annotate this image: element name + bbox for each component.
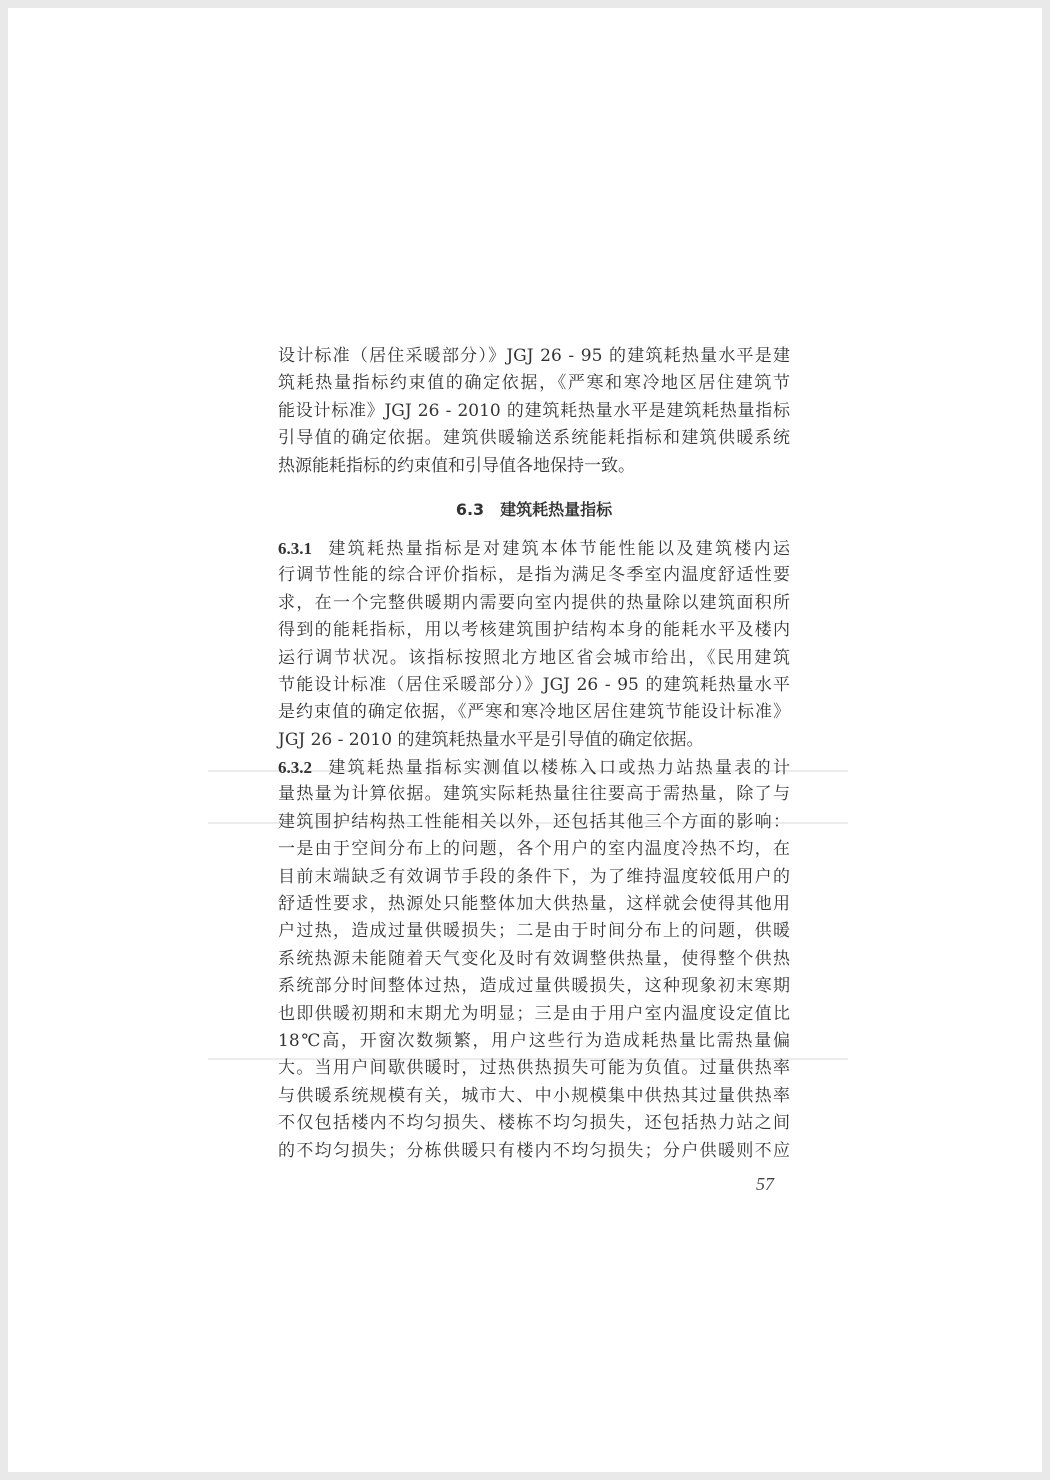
text-line: 大。当用户间歇供暖时，过热供热损失可能为负值。过量供热率 xyxy=(278,1058,790,1079)
text-line: 求，在一个完整供暖期内需要向室内提供的热量除以建筑面积所 xyxy=(278,592,790,613)
clause-number: 6.3.1 xyxy=(278,538,312,558)
intro-paragraph xyxy=(278,343,790,480)
text-line: 筑耗热量指标约束值的确定依据，《严寒和寒冷地区居住建筑节 xyxy=(278,373,790,394)
text-line: 量热量为计算依据。建筑实际耗热量往往要高于需热量，除了与 xyxy=(278,784,790,805)
text-line: 建筑耗热量指标是对建筑本体节能性能以及建筑楼内运 xyxy=(326,538,790,559)
text-line: 能设计标准》JGJ 26 - 2010 的建筑耗热量水平是建筑耗热量指标 xyxy=(278,400,790,421)
text-line: 建筑围护结构热工性能相关以外，还包括其他三个方面的影响： xyxy=(278,811,790,832)
section-heading: 6.3 建筑耗热量指标 xyxy=(455,499,613,519)
text-line: 不仅包括楼内不均匀损失、楼栋不均匀损失，还包括热力站之间 xyxy=(278,1113,790,1134)
text-line: 得到的能耗指标，用以考核建筑围护结构本身的能耗水平及楼内 xyxy=(278,620,790,641)
text-line: 设计标准（居住采暖部分）》JGJ 26 - 95 的建筑耗热量水平是建 xyxy=(278,346,790,366)
text-line: JGJ 26 - 2010 的建筑耗热量水平是引导值的确定依据。 xyxy=(278,729,704,750)
text-line: 18℃高，开窗次数频繁，用户这些行为造成耗热量比需热量偏 xyxy=(278,1030,790,1051)
clause-number: 6.3.2 xyxy=(278,758,312,778)
text-line: 与供暖系统规模有关，城市大、中小规模集中供热其过量供热率 xyxy=(278,1085,790,1106)
text-line: 系统部分时间整体过热，造成过量供暖损失，这种现象初末寒期 xyxy=(278,976,790,997)
text-line: 热源能耗指标的约束值和引导值各地保持一致。 xyxy=(278,455,635,476)
clause-6-3-1 xyxy=(278,535,790,754)
text-line: 行调节性能的综合评价指标，是指为满足冬季室内温度舒适性要 xyxy=(278,565,790,586)
text-line: 运行调节状况。该指标按照北方地区省会城市给出，《民用建筑 xyxy=(278,647,790,668)
text-line: 是约束值的确定依据，《严寒和寒冷地区居住建筑节能设计标准》 xyxy=(278,702,790,723)
text-line: 目前末端缺乏有效调节手段的条件下，为了维持温度较低用户的 xyxy=(278,866,790,887)
text-line: 户过热，造成过量供暖损失；二是由于时间分布上的问题，供暖 xyxy=(278,921,790,942)
text-line: 一是由于空间分布上的问题，各个用户的室内温度冷热不均，在 xyxy=(278,839,790,860)
text-line: 系统热源未能随着天气变化及时有效调整供热量，使得整个供热 xyxy=(278,948,790,969)
text-body xyxy=(278,343,790,1165)
text-line: 节能设计标准（居住采暖部分）》JGJ 26 - 95 的建筑耗热量水平 xyxy=(278,674,790,695)
text-line: 的不均匀损失；分栋供暖只有楼内不均匀损失；分户供暖则不应 xyxy=(278,1140,790,1161)
text-line: 引导值的确定依据。建筑供暖输送系统能耗指标和建筑供暖系统 xyxy=(278,428,790,449)
clause-6-3-2 xyxy=(278,754,790,1165)
text-line: 舒适性要求，热源处只能整体加大供热量，这样就会使得其他用 xyxy=(278,894,790,915)
text-line: 建筑耗热量指标实测值以楼栋入口或热力站热量表的计 xyxy=(326,758,790,779)
text-line: 也即供暖初期和末期尤为明显；三是由于用户室内温度设定值比 xyxy=(278,1003,790,1024)
page-number: 57 xyxy=(756,1174,774,1194)
